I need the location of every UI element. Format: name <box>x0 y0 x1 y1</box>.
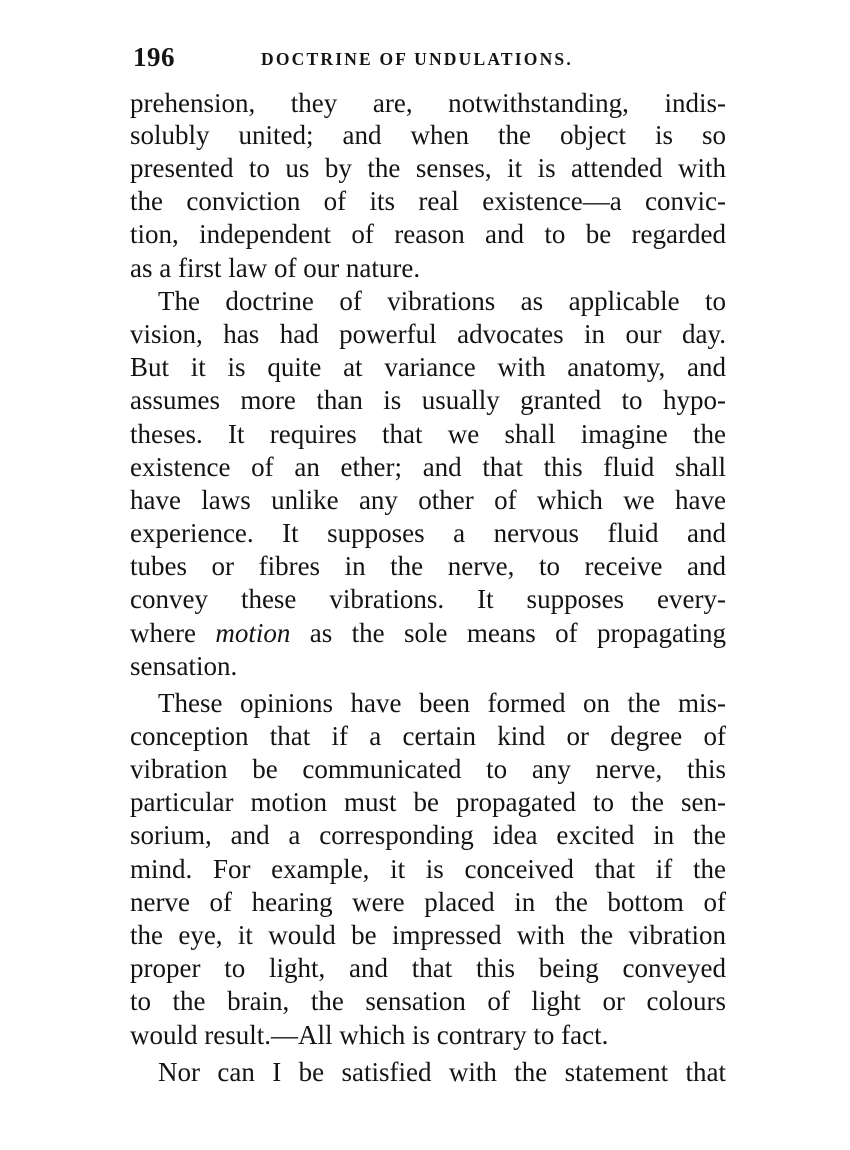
text-line: prehension, they are, notwithstanding, indis- <box>130 88 726 118</box>
text-line: theses. It requires that we shall imagine the <box>130 419 726 449</box>
text-fragment: as the sole means of propagating <box>290 618 726 648</box>
text-line: conception that if a certain kind or degree of <box>130 721 726 751</box>
text-line: tion, independent of reason and to be regarded <box>130 219 726 249</box>
text-fragment: where <box>130 618 216 648</box>
text-line: vision, has had powerful advocates in our day. <box>130 319 726 349</box>
text-line: tubes or fibres in the nerve, to receive and <box>130 551 726 581</box>
text-line: as a first law of our nature. <box>130 253 421 283</box>
text-line: experience. It supposes a nervous fluid and <box>130 518 726 548</box>
text-line: presented to us by the senses, it is attended with <box>130 153 726 183</box>
page-number: 196 <box>133 42 175 72</box>
text-line: proper to light, and that this being conveyed <box>130 953 726 983</box>
text-line: have laws unlike any other of which we have <box>130 485 726 515</box>
running-title: DOCTRINE OF UNDULATIONS. <box>261 49 573 69</box>
text-line: nerve of hearing were placed in the bottom of <box>130 887 726 917</box>
text-line: convey these vibrations. It supposes every- <box>130 584 726 614</box>
text-line: assumes more than is usually granted to hypo- <box>130 385 726 415</box>
text-line <box>130 616 726 650</box>
paragraph-first-line: These opinions have been formed on the mis- <box>158 688 726 718</box>
text-line: vibration be communicated to any nerve, this <box>130 754 726 784</box>
text-line: mind. For example, it is conceived that if the <box>130 854 726 884</box>
text-line: sensation. <box>130 651 238 681</box>
text-line: to the brain, the sensation of light or colours <box>130 986 726 1016</box>
text-line: solubly united; and when the object is so <box>130 120 726 150</box>
italic-word: motion <box>215 618 291 648</box>
text-line: But it is quite at variance with anatomy, and <box>130 352 726 382</box>
text-line: would result.—All which is contrary to fact. <box>130 1020 609 1050</box>
text-line: the conviction of its real existence—a convic- <box>130 186 726 216</box>
paragraph-first-line: Nor can I be satisfied with the statement that <box>158 1057 726 1087</box>
text-line: particular motion must be propagated to the sen- <box>130 787 726 817</box>
paragraph-first-line: The doctrine of vibrations as applicable to <box>158 286 726 316</box>
text-line: existence of an ether; and that this fluid shall <box>130 452 726 482</box>
text-line: the eye, it would be impressed with the vibration <box>130 920 726 950</box>
text-line: sorium, and a corresponding idea excited in the <box>130 820 726 850</box>
running-head <box>133 42 733 76</box>
